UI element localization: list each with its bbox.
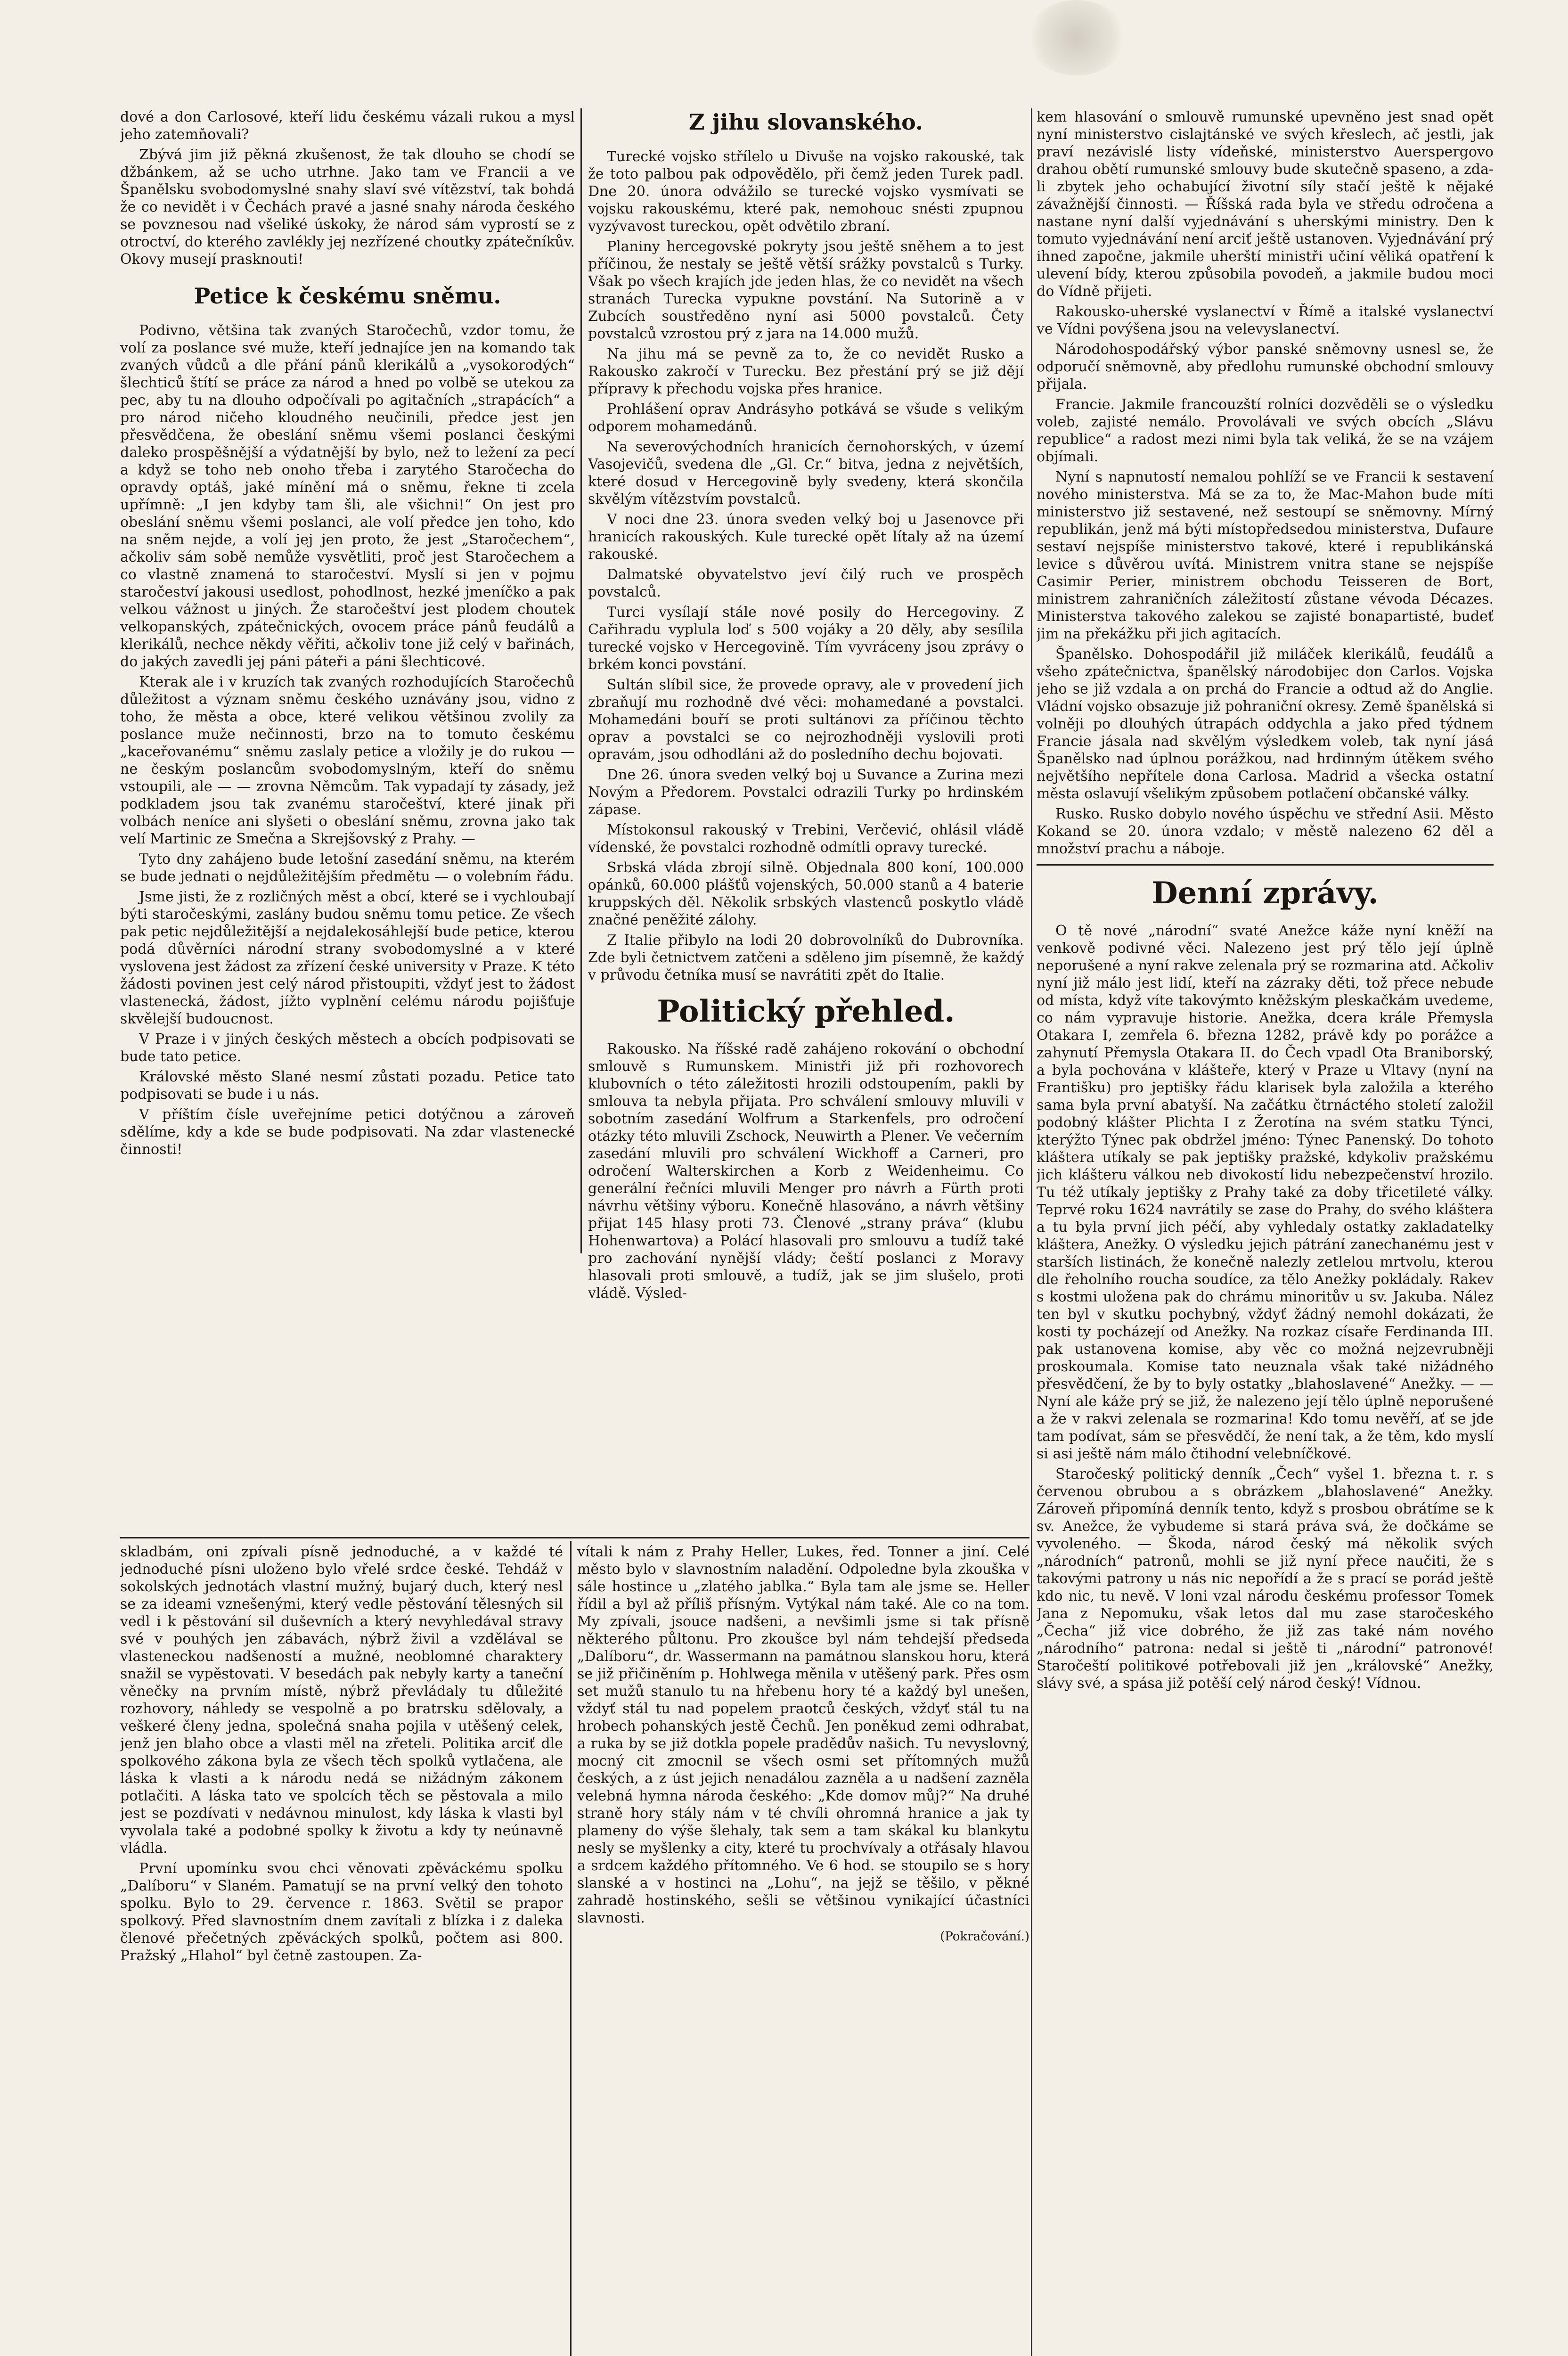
paragraph: Podivno, většina tak zvaných Staročechů, vzdor tomu, že volí za poslance své muže, kteří jednajíce jen na komando tak zvaných vůdců a dle přání pánů klerikálů a „vysokorodých“ šlechticů štítí se práce za národ a hned po volbě se utekou za pec, aby tu na dlouho odpočívali po agitačních „strapácích“ a pro národ ničeho kloudného neučinili, předce jest jen přesvědčena, že obeslání sněmu všemi poslanci českými daleko prospěšnější a výdatnější by bylo, než to ležení za pecí a když se toho neb onoho třeba i zarytého Staročecha do opravdy optáš, jaké mínění má o sněmu, řekne ti zcela upřímně: „I jen kdyby tam šli, ale všichni!“ On jest pro obeslání sněmu všemi poslanci, ale volí předce jen toho, kdo na sněm nejde, a volí jej jen proto, že jest „Staročechem“, ačkoliv sám sobě nemůže vysvětliti, proč jest Staročechem a co vlastně znamená to staročeství. Myslí si jen v pojmu staročeství jakousi usedlost, pohodlnost, hezké jmeníčko a pak velkou vážnost u jiných. Že staročeštví jest plodem choutek velkopanských, zpátečnických, ovocem práce pánů feudálů a klerikálů, nechce někdy věřiti, ačkoliv tone již celý v bařinách, do jakých zavedli jej páni páteři a páni šlechticové. — [120, 322, 575, 670]
paragraph: Dne 26. února sveden velký boj u Suvance a Zurina mezi Novým a Předorem. Povstalci odrazili Turky po hrdinském zápase. — [588, 767, 1024, 818]
column-middle-top — [588, 108, 1024, 1305]
column-right — [1037, 108, 1494, 1695]
column-rule — [570, 1541, 572, 2356]
paragraph: V noci dne 23. února sveden velký boj u Jasenovce při hranicích rakouských. Kule turecké opět lítaly až na území rakouské. — [588, 511, 1024, 563]
paragraph: V příštím čísle uveřejníme petici dotýčnou a zároveň sdělíme, kdy a kde se bude podpisovati. Na zdar vlastenecké činnosti! — [120, 1106, 575, 1158]
paragraph: Francie. Jakmile francouzští rolníci dozvěděli se o výsledku voleb, zajisté nemálo. Provolávali ve svých obcích „Slávu republice“ a radost mezi nimi byla tak veliká, že se na vzájem objímali. — [1037, 396, 1494, 465]
paragraph: skladbám, oni zpívali písně jednoduché, a v každé té jednoduché písni uloženo bylo vřelé srdce české. Tehdáž v sokolských jednotách vlastní mužný, bujarý duch, který nesl se za ideami vznešenými, který vedle pěstování tělesných sil vedl i k pěstování sil duševních a který nevyhledával stravy své v pouhých jen zábavách, nýbrž živil a vzdělával se vlasteneckou nadšeností a mužné, neoblomné charaktery snažil se vypěstovati. V besedách pak nebyly karty a taneční věnečky na prvním místě, nýbrž převládaly tu důležité rozhovory, náhledy se vespolně a po bratrsku sdělovaly, a veškeré členy jedna, společná snaha pojila v utěšený celek, jenž jen blaho obce a vlasti měl na zřeteli. Politika arciť dle spolkového zákona byla ze všech těch spolků vytlačena, ale láska k vlasti a k národu nedá se nižádným zákonem potlačiti. A láska tato ve spolcích těch se pěstovala a milo jest se pozdívati v nedávnou minulost, kdy láska k vlasti byl vyvolala také a podobné spolky k životu a kdy ty neúnavně vládla. — [120, 1544, 563, 1857]
section-title-denni: Denní zprávy. — [1152, 875, 1379, 911]
section-rule — [120, 1537, 1029, 1538]
paragraph: Srbská vláda zbrojí silně. Objednala 800 koní, 100.000 opánků, 60.000 plášťů vojenských, 50.000 stanů a 4 baterie kruppských děl. Několik srbských vlastenců poskytlo vládě značné peněžité zálohy. — [588, 859, 1024, 928]
feuilleton-middle — [577, 1543, 1029, 1944]
section-rule — [1037, 864, 1494, 866]
paragraph: Španělsko. Dohospodářil již miláček klerikálů, feudálů a všeho zpátečnictva, španělský národobijec don Carlos. Vojska jeho se již vzdala a on prchá do Francie a odtud až do Anglie. Vládní vojsko obsazuje již pohraniční okresy. Země španělská si volněji po dlouhých útrapách oddychla a jako před týdnem Francie jásala nad skvělým výsledkem voleb, tak nyní jásá Španělsko nad úplnou porážkou, nad hrdinným útěkem svého největšího nepřítele dona Carlosa. Madrid a všecka ostatní města oslavují všelikým způsobem potlačení občanské války. — [1037, 646, 1494, 802]
section-title-jih: Z jihu slovanského. — [688, 109, 923, 135]
paragraph: V Praze i v jiných českých městech a obcích podpisovati se bude tato petice. — [120, 1031, 575, 1065]
section-title-prehled: Politický přehled. — [657, 994, 955, 1029]
paragraph: Rusko. Rusko dobylo nového úspěchu ve střední Asii. Město Kokand se 20. února vzdalo; v městě nalezeno 62 děl a množství prachu a náboje. — [1037, 806, 1494, 857]
library-stamp — [1027, 0, 1126, 75]
paragraph: Jsme jisti, že z rozličných měst a obcí, které se i vychloubají býti staročeskými, zaslány budou sněmu tomu petice. Ze všech pak petic nejdůležitější a nejdalekosáhlejší bude petice, kterou podá důvěrníci národní strany svobodomyslné a v které vyslovena jest žádost za zřízení české university v Praze. K této žádosti povinen jest celý národ přistoupiti, vždyť jest to žádost vlastenecká, žádost, jížto vyplnění celému národu pojišťuje skvělejší budoucnost. — [120, 889, 575, 1027]
paragraph: Na severovýchodních hranicích černohorských, v území Vasojevičů, svedena dle „Gl. Cr.“ bitva, jedna z největších, které dosud v Hercegovině byly svedeny, která skončila skvělým vítězstvím povstalců. — [588, 439, 1024, 507]
paragraph: Královské město Slané nesmí zůstati pozadu. Petice tato podpisovati se bude i u nás. — [120, 1069, 575, 1103]
paragraph: Dalmatské obyvatelstvo jeví čilý ruch ve prospěch povstalců. — [588, 566, 1024, 600]
column-left-top — [120, 108, 575, 1161]
paragraph: Tyto dny zahájeno bude letošní zasedání sněmu, na kterém se bude jednati o nejdůležitějším předmětu — o volebním řádu. — [120, 851, 575, 885]
paragraph: Rakousko. Na říšské radě zahájeno rokování o obchodní smlouvě s Rumunskem. Ministři již při rozhovorech klubovních o této záležitosti hrozili odstoupením, pakli by smlouva ta nebyla přijata. Pro schválení smlouvy mluvili v sobotním zasedání Wolfrum a Starkenfels, pro odročení otázky této mluvili Zschock, Neuwirth a Plener. Ve večerním zasedání mluvili pro schválení Wickhoff a Carneri, pro odročení Walterskirchen a Korb z Weidenheimu. Co generální řečníci mluvili Menger pro návrh a Fürth proti návrhu většiny výboru. Konečně hlasováno, a návrh většiny přijat 145 hlasy proti 73. Členové „strany práva“ (klubu Hohenwartova) a Polácí hlasovali pro smlouvu a tudíž také pro zachování nynější vlády; čeští poslanci z Moravy hlasovali proti smlouvě, a tudíž, jak se jim slušelo, proti vládě. Výsled- — [588, 1041, 1024, 1301]
paragraph: vítali k nám z Prahy Heller, Lukes, řed. Tonner a jiní. Celé město bylo v slavnostním naladění. Odpoledne byla zkouška v sále hostince u „zlatého jablka.“ Byla tam ale jsme se. Heller řídil a byl až příliš přísným. Vytýkal nám také. Ale co na tom. My zpívali, jsouce nadšeni, a nevšimli jsme si tak přísně některého půltonu. Pro zkoušce byl nám tehdejší předseda „Dalíboru“, dr. Wassermann na památnou slanskou horu, která se již přičiněním p. Hohlwega měnila v utěšený park. Přes osm set mužů stanulo tu na hřebenu hory té a každý byl unešen, vždyť stál tu nad popelem praotců českých, vždyť stál tu na hrobech pohanských jestě Čechů. Jen poněkud zemi odhrabat, a ruka by se již dotkla popele pradědův našich. Tu nevyslovný, mocný cit zmocnil se všech osmi set přítomných mužů českých, a z úst jejich nenadálou zazněla a u nadšení zazněla velebná hymna národa českého: „Kde domov můj?“ Na druhé straně hory stály nám v té chvíli ohromná hranice a jak ty plameny do výše šlehaly, tak sem a tam skákal ku blankytu nesly se myšlenky a city, které tu prochvívaly a otřásaly hlavou a srdcem každého přítomného. Ve 6 hod. se stoupilo se s hory slanské a v hostinci na „Lohu“, na jejž se těšilo, v pěkné zahradě hostinského, sešli se většinou vynikající účastníci slavnosti. — [577, 1544, 1029, 1926]
paragraph: Staročeský politický denník „Čech“ vyšel 1. března t. r. s červenou obrubou a s obrázkem „blahoslavené“ Anežky. Zároveň připomíná denník tento, když s prosbou obrátíme se k sv. Anežce, že vybudeme si stará práva svá, že dočkáme se vyvoleného. — Škoda, národ český má několik svých „národních“ patronů, mohli se již nyní přece naučiti, že s takovými patrony u nás nic nepořídí a že s prací se porád ještě kdo nic, tu nevě. V loni vzal národu českému professor Tomek Jana z Nepomuku, však letos dal mu zase staročeského „Čecha“ již vice dobrého, že již zas také nám nového „národního“ patrona: nedal si ještě ti „národní“ patronové! Staročeští politikové potřebovali již jen „královské“ Anežky, slávy své, a spása již potěší celý národ český! Vídnou. — [1037, 1466, 1494, 1692]
paragraph: O tě nové „národní“ svaté Anežce káže nyní kněží na venkově podivné věci. Nalezeno jest prý tělo její úplně neporušené a nyní rakve zelenala prý se rozmarina atd. Ačkoliv nyní již málo jest lidí, kteří na zázraky děti, tož přece nebude od místa, když víte takovýmto kněžským pleskačkám uvedeme, co nám vypravuje historie. Anežka, dcera krále Přemysla Otakara I, zemřela 6. března 1282, právě kdy po porážce a zahynutí Přemysla Otakara II. do Čech vpadl Ota Braniborský, a byla pochována v klášteře, který v Praze u Vltavy (nyní na Františku) pro jeptišky řádu klarisek byla založila a kterého sama byla první abatyší. Na začátku čtrnáctého století založil podobný klášter Plichta I z Žerotína na svém statku Týnci, kterýžto Týnec pak obdržel jméno: Týnec Panenský. Do tohoto kláštera utíkaly se pak jeptišky pražské, kdykoliv pražskému jich klášteru válkou neb divokostí lidu nebezpečenství hrozilo. Tu též utíkaly jeptišky z Prahy také za doby třicetileté války. Teprvé roku 1624 navrátily se zase do Prahy, do svého kláštera a tu byla první jich péčí, aby vyhledaly ostatky zakladatelky kláštera, Anežky. O výsledku jejich pátrání zanechanému jest v starších listinách, že konečně nalezly zetlelou mrtvolu, kterou dle řeholního roucha soudíce, za tělo Anežky pokládaly. Rakev s kostmi uložena pak do chrámu minoritův u sv. Jakuba. Nález ten byl v skutku pochybný, vždyť žádný nemohl dokázati, že kosti ty pocházejí od Anežky. Na rozkaz císaře Ferdinanda III. pak ustanovena komise, aby věc co možná nejzevrubněji proskoumala. Komise tato neuznala však také nižádného přesvědčení, že by to byly ostatky „blahoslavené“ Anežky. — — Nyní ale káže prý se již, že nalezeno její tělo úplně neporušené a že v rakvi zelenala se rozmarina! Kdo tomu nevěří, ať se jde tam podívat, sám se přesvědčí, že není tak, a že těm, kdo myslí si asi ještě nám málo čtihodní velebníčkové. — [1037, 923, 1494, 1462]
column-rule — [580, 108, 582, 1253]
paragraph: První upomínku svou chci věnovati zpěváckému spolku „Dalíboru“ v Slaném. Pamatují se na první velký den tohoto spolku. Bylo to 29. července r. 1863. Světil se prapor spolkový. Před slavnostním dnem zavítali z blízka i z daleka členové přečetných zpěváckých spolků, počtem asi 800. Pražský „Hlahol“ byl četně zastoupen. Za- — [120, 1860, 563, 1964]
section-title-petice: Petice k českému sněmu. — [194, 283, 501, 309]
paragraph: Zbývá jim již pěkná zkušenost, že tak dlouho se chodí se džbánkem, až se ucho utrhne. Jako tam ve Francii a ve Španělsku svobodomyslné snahy slaví své vítězství, tak bohdá že co nevidět i v Čechách pravé a jasné snahy národa českého se povznesou nad všeliké úskoky, že národ sám vyprostí se z otroctví, do kterého zavlékly jej nezřízené choutky zpátečníkův. Okovy musejí prasknouti! — [120, 147, 575, 268]
paragraph: dové a don Carlosové, kteří lidu českému vázali rukou a mysl jeho zatemňovali? — [120, 109, 575, 143]
paragraph: kem hlasování o smlouvě rumunské upevněno jest snad opět nyní ministerstvo cislajtánské ve svých křeslech, ač jestli, jak praví nezávislé listy vídeňské, ministerstvo Auerspergovo drahou obětí rumunské smlouvy bude skutečně spaseno, a zda-li zbytek jeho ochabující životní síly stačí ještě k nějaké závažnější činnosti. — Říšská rada byla ve středu odročena a nastane nyní další vyjednávání s uherskými ministry. Den k tomuto vyjednávání není arciť ještě ustanoven. Vyjednávání prý ihned započne, jakmile uherští ministři učiní věliká opatření k ulevení bídy, kterou způsobila povodeň, a jakmile budou moci do Vídně přijeti. — [1037, 109, 1494, 300]
feuilleton-left — [120, 1543, 563, 1967]
continuation-note: (Pokračování.) — [940, 1930, 1029, 1944]
paragraph: Turci vysílají stále nové posily do Hercegoviny. Z Cařihradu vyplula loď s 500 vojáky a 20 děly, aby sesílila turecké vojsko v Hercegovině. Tím vyvráceny jsou zprávy o brkém konci povstání. — [588, 604, 1024, 673]
paragraph: Místokonsul rakouský v Trebini, Verčević, ohlásil vládě vídenské, že povstalci rozhodně odmítli opravy turecké. — [588, 822, 1024, 856]
paragraph: Sultán slíbil sice, že provede opravy, ale v provedení jich zbraňují mu rozhodně dvé věci: mohamedané a povstalci. Mohamedáni bouří se proti sultánovi za příčinou těchto oprav a povstalci se co nejrozhodněji vyslovili proti opravám, jsou odhodláni až do posledního dechu bojovati. — [588, 677, 1024, 763]
paragraph: Kterak ale i v kruzích tak zvaných rozhodujících Staročechů důležitost a význam sněmu českého uznávány jsou, vidno z toho, že města a obce, které velikou většinou zvolily za poslance muže nečinnosti, brzo na to tomuto českému „kaceřovanému“ sněmu zaslaly petice a vložily je do rukou — ne českým poslancům svobodomyslným, kteří do sněmu vstoupili, ale — — zrovna Němcům. Tak vypadají ty zásady, jež podkladem jsou tak zvanému staročeštví, které jinak při volbách neníce ani slyšeti o obeslání sněmu, zrovna jako tak velí Martinic ze Smečna a Skrejšovský z Prahy. — — [120, 674, 575, 847]
paragraph: Na jihu má se pevně za to, že co nevidět Rusko a Rakousko zakročí v Turecku. Bez přestání prý se již dějí přípravy k přechodu vojska přes hranice. — [588, 346, 1024, 397]
paragraph: Turecké vojsko střílelo u Divuše na vojsko rakouské, tak že toto palbou pak odpovědělo, při čemž jeden Turek padl. Dne 20. února odvážilo se turecké vojsko vysmívati se vojsku rakouskému, které pak, nemohouc snésti zpupnou vyzývavost tureckou, opět odvětilo zbraní. — [588, 148, 1024, 235]
paragraph: Národohospodářský výbor panské sněmovny usnesl se, že odporučí sněmovně, aby předlohu rumunské obchodní smlouvy přijala. — [1037, 341, 1494, 393]
paragraph: Prohlášení oprav Andrásyho potkává se všude s velikým odporem mohamedánů. — [588, 401, 1024, 435]
paragraph: Z Italie přibylo na lodi 20 dobrovolníků do Dubrovníka. Zde byli četnictvem zatčeni a sděleno jim písemně, že každý v průvodu četníka musí se navrátiti zpět do Italie. — [588, 932, 1024, 983]
column-rule — [1031, 108, 1032, 2356]
paragraph: Planiny hercegovské pokryty jsou ještě sněhem a to jest příčinou, že nestaly se ještě větší srážky povstalců s Turky. Však po všech krajích jde jeden hlas, že co nevidět na všech stranách Turecka vypukne povstání. Na Sutorině a v Zubcích soustředěno nyní asi 5000 povstalců. Čety povstalců vzrostou prý z jara na 14.000 mužů. — [588, 238, 1024, 342]
paragraph: Rakousko-uherské vyslanectví v Římě a italské vyslanectví ve Vídni povýšena jsou na velevyslanectví. — [1037, 303, 1494, 337]
paragraph: Nyní s napnutostí nemalou pohlíží se ve Francii k sestavení nového ministerstva. Má se za to, že Mac-Mahon bude míti ministerstvo již sestavené, než sestoupí se sněmovny. Mírný republikán, jenž má býti místopředsedou ministerstva, Dufaure sestaví nejspíše ministerstvo takové, které i republikánská levice s důvěrou uvítá. Ministrem vnitra stane se nejspíše Casimir Perier, ministrem obchodu Teisseren de Bort, ministrem zahraničních záležitostí zůstane vévoda Décazes. Ministerstva takového zalekou se zajisté bonapartisté, budeť jim na překážku při jich agitacích. — [1037, 469, 1494, 642]
